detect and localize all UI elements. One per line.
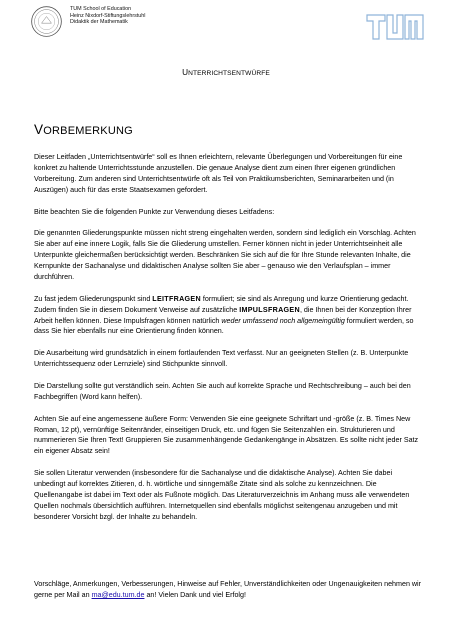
header-line: Heinz Nixdorf-Stiftungslehrstuhl xyxy=(70,12,146,19)
email-link[interactable]: ma@edu.tum.de xyxy=(91,590,145,599)
paragraph: Die Darstellung sollte gut verständlich sein. Achten Sie auch auf korrekte Sprache und Rechtschreibung – auch bei den Fachbegriffen (Word kann helfen). xyxy=(34,381,411,401)
paragraph xyxy=(34,294,424,338)
paragraph: Dieser Leitfaden „Unterrichtsentwürfe“ soll es Ihnen erleichtern, relevante Überlegungen und Vorbereitungen für eine konkret zu haltende Unterrichtsstunde anzustellen. Die genaue Analyse dient zum einen Ihrer eigenen gründlichen Vorbereitung. Zum anderen sind Unterrichtsentwürfe oft als Teil von Praktikumsberichten, Seminararbeiten und (in Auszügen) auch für das erste Staatsexamen gefordert. xyxy=(34,153,403,194)
header-line: Didaktik der Mathematik xyxy=(70,19,128,26)
text-span: Zu fast jedem Gliederungspunkt sind xyxy=(34,294,153,303)
university-seal-icon xyxy=(30,5,63,38)
impulsfragen-term: IMPULSFRAGEN xyxy=(239,305,300,314)
title-initial: U xyxy=(182,68,189,77)
title-rest: NTERRICHTSENTWÜRFE xyxy=(188,70,270,77)
header-line: TUM School of Education xyxy=(70,6,132,12)
text-span: an! Vielen Dank und viel Erfolg! xyxy=(144,590,246,599)
paragraph: Bitte beachten Sie die folgenden Punkte zur Verwendung dieses Leitfadens: xyxy=(34,207,275,216)
body-text xyxy=(34,152,424,523)
heading-initial: V xyxy=(34,122,44,137)
leitfragen-term: LEITFRAGEN xyxy=(152,294,201,303)
tum-logo-icon xyxy=(366,14,424,40)
emphasis-text: weder umfassend noch allgemeingültig xyxy=(221,316,345,325)
text-span: , die Ihnen bei der Konzeption Ihrer Arbeit helfen können. Diese Impulsfragen können natürlich xyxy=(34,305,412,325)
paragraph: Die genannten Gliederungspunkte müssen nicht streng eingehalten werden, sondern sind lediglich ein Vorschlag. Achten Sie aber auf eine innere Logik, falls Sie die Gliederung umstellen. Ferner können nicht in jeder Unterrichtseinheit alle Unterpunkte gleichermaßen berücksichtigt werden. Beschränken Sie sich auf die für Ihre Stunde relevanten Inhalte, die Kernpunkte der Sachanalyse und didaktischen Analyse sollten Sie aber – genauso wie den Verlaufsplan – immer durchführen. xyxy=(34,229,416,281)
institution-header xyxy=(70,6,146,26)
document-title xyxy=(0,68,452,77)
footer-paragraph xyxy=(34,579,424,601)
text-span: formuliert werden, so dass Sie hier ebenfalls nur eine Orientierung finden können. xyxy=(34,316,414,336)
text-span: formuliert; sie sind als Anregung und kurze Orientierung gedacht. Zudem finden Sie in diesem Dokument Verweise auf zusätzliche xyxy=(34,294,409,314)
text-span: Vorschläge, Anmerkungen, Verbesserungen, Hinweise auf Fehler, Unverständlichkeiten oder Ungenauigkeiten nehmen wir gerne per Mail an xyxy=(34,580,422,599)
paragraph: Die Ausarbeitung wird grundsätzlich in einem fortlaufenden Text verfasst. Nur an geeigneten Stellen (z. B. Unterpunkte Unterrichtssequenz oder Lernziele) sind Stichpunkte sinnvoll. xyxy=(34,349,409,369)
section-heading xyxy=(34,122,133,137)
paragraph: Sie sollen Literatur verwenden (insbesondere für die Sachanalyse und die didaktische Analyse). Achten Sie dabei unbedingt auf korrektes Zitieren, d. h. wörtliche und sinngemäße Zitate sind als solche zu kennzeichnen. Die Quellenangabe ist dabei im Text oder als Fußnote möglich. Das Literaturverzeichnis im Anhang muss alle verwendeten Quellen nochmals übersichtlich aufführen. Internetquellen sind ebenfalls möglichst seitengenau anzugeben und mit besonderer Vorsicht bzgl. der Inhalte zu behandeln. xyxy=(34,469,410,521)
heading-rest: ORBEMERKUNG xyxy=(43,125,133,137)
paragraph: Achten Sie auf eine angemessene äußere Form: Verwenden Sie eine geeignete Schriftart und -größe (z. B. Times New Roman, 12 pt), vernünftige Seitenränder, einseitigen Druck, etc. und fügen Sie Seitenzahlen ein. Strukturieren und nummerieren Sie Ihren Text! Gruppieren Sie zusammenhängende Gedankengänge in Absätzen. Es sollte nicht jeder Satz ein eigener Absatz sein! xyxy=(34,414,419,456)
footer-note xyxy=(34,579,424,601)
